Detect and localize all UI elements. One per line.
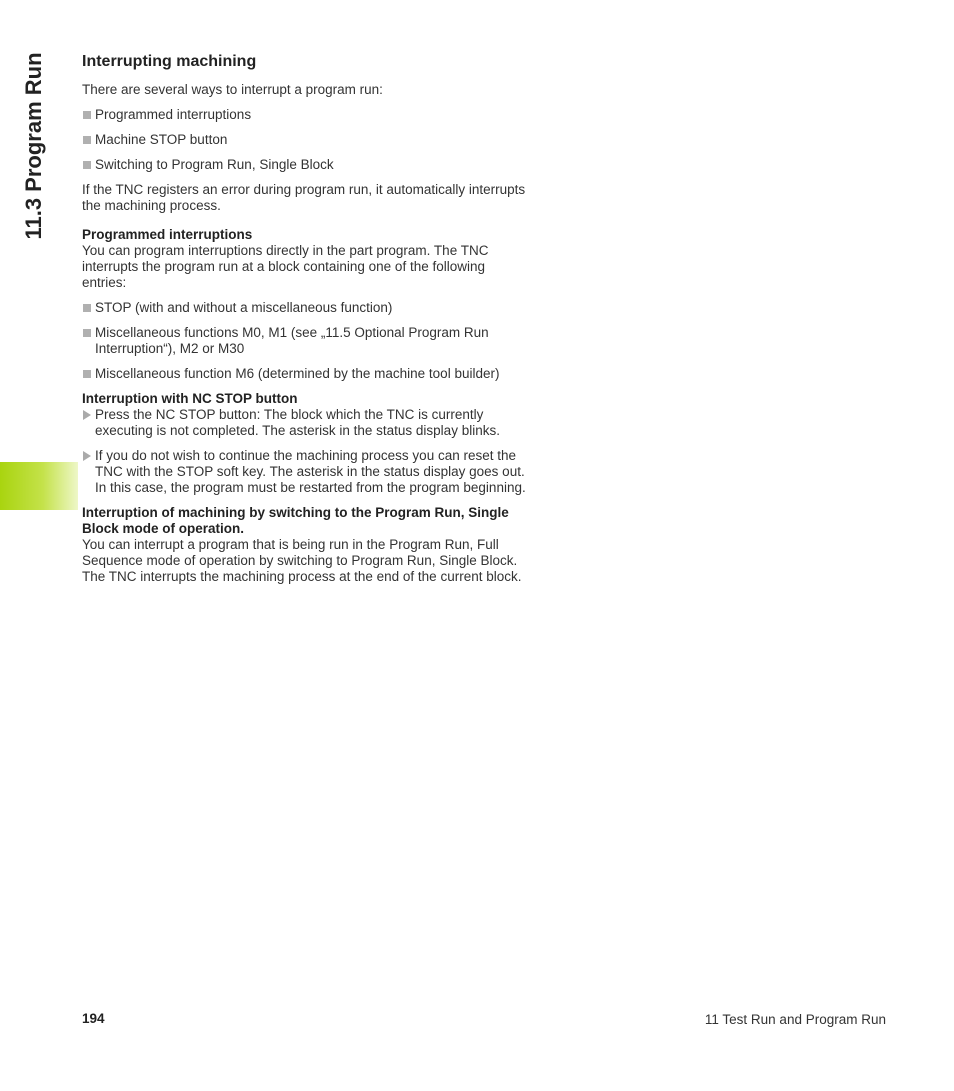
list-item-text: Programmed interruptions <box>95 107 252 122</box>
step-text: If you do not wish to continue the machining process you can reset the TNC with the STOP soft key. The asterisk in the status display goes out. In this case, the program must be restarted from the program beginning. <box>95 448 526 495</box>
list-item <box>82 300 532 316</box>
triangle-bullet-icon <box>83 451 91 461</box>
list-item <box>82 366 532 382</box>
list-item-text: Miscellaneous functions M0, M1 (see „11.5 Optional Program Run Interruption“), M2 or M30 <box>95 325 489 356</box>
square-bullet-icon <box>83 111 91 119</box>
list-item <box>82 107 532 123</box>
square-bullet-icon <box>83 370 91 378</box>
error-note: If the TNC registers an error during program run, it automatically interrupts the machining process. <box>82 182 526 213</box>
square-bullet-icon <box>83 329 91 337</box>
programmed-text: You can program interruptions directly in the part program. The TNC interrupts the program run at a block containing one of the following entries: <box>82 243 489 290</box>
step-item <box>82 407 532 439</box>
footer-chapter: 11 Test Run and Program Run <box>704 1012 886 1027</box>
list-item-text: STOP (with and without a miscellaneous function) <box>95 300 393 315</box>
list-item <box>82 325 532 357</box>
single-block-heading: Interruption of machining by switching to the Program Run, Single Block mode of operation. <box>82 505 509 536</box>
triangle-bullet-icon <box>83 410 91 420</box>
square-bullet-icon <box>83 136 91 144</box>
chapter-tab-marker <box>0 462 78 510</box>
section-title: Interrupting machining <box>82 53 257 70</box>
step-item <box>82 448 532 496</box>
programmed-heading: Programmed interruptions <box>82 227 253 242</box>
list-item-text: Machine STOP button <box>95 132 228 147</box>
list-item <box>82 132 532 148</box>
chapter-side-title <box>16 38 52 253</box>
list-item-text: Miscellaneous function M6 (determined by the machine tool builder) <box>95 366 500 381</box>
main-content <box>82 52 532 594</box>
side-title-text: 11.3 Program Run <box>21 51 46 240</box>
square-bullet-icon <box>83 304 91 312</box>
list-item <box>82 157 532 173</box>
nc-stop-heading: Interruption with NC STOP button <box>82 391 298 406</box>
single-block-text: You can interrupt a program that is being run in the Program Run, Full Sequence mode of operation by switching to Program Run, Single Block. The TNC interrupts the machining process at the end of the current block. <box>82 537 522 584</box>
list-item-text: Switching to Program Run, Single Block <box>95 157 334 172</box>
page-number: 194 <box>82 1011 105 1026</box>
square-bullet-icon <box>83 161 91 169</box>
step-text: Press the NC STOP button: The block which the TNC is currently executing is not completed. The asterisk in the status display blinks. <box>95 407 500 438</box>
intro-text: There are several ways to interrupt a program run: <box>82 82 383 97</box>
